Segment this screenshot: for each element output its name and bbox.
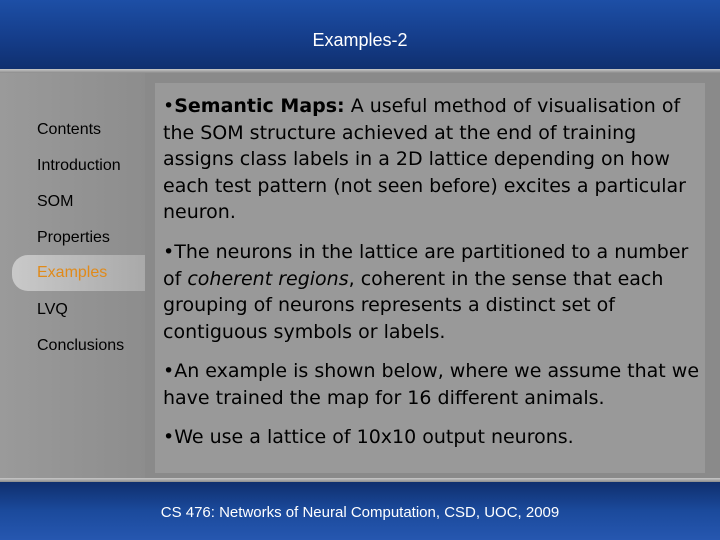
sidebar-item-lvq[interactable]: LVQ [37,301,68,318]
slide-title: Examples-2 [312,30,408,50]
bullet-icon: • [163,360,175,382]
bullet-coherent-regions [163,239,703,345]
sidebar-item-contents[interactable]: Contents [37,121,102,138]
sidebar-item-examples[interactable]: Examples [12,255,145,291]
sidebar [0,73,145,481]
term-coherent-regions: coherent regions [187,267,349,290]
bullet-lattice [163,424,703,451]
sidebar-item-som[interactable]: SOM [37,193,74,210]
sidebar-item-introduction[interactable]: Introduction [37,157,121,174]
bullet-text: , coherent in the sense that each grouping of neurons represents a distinct set of contiguous symbols or labels. [163,267,664,343]
bullet-text: A useful method of visualisation of the SOM structure achieved at the end of training assigns class labels in a 2D lattice depending on how each test pattern (not seen before) excites a particular neuron. [163,95,686,223]
bullet-icon: • [163,241,175,263]
bullet-icon: • [163,426,175,448]
slide-header [0,0,720,70]
slide-footer [0,482,720,540]
bullet-text: An example is shown below, where we assume that we have trained the map for 16 different animals. [163,360,700,409]
bullet-icon: • [163,95,175,117]
sidebar-item-conclusions[interactable]: Conclusions [37,337,125,354]
bullet-text: We use a lattice of 10x10 output neurons. [174,426,574,448]
bullet-example [163,358,703,411]
bullet-text: The neurons in the lattice are partitioned to a number of [163,241,689,290]
term-semantic-maps: Semantic Maps: [174,95,345,117]
slide-content [155,83,705,473]
footer-text: CS 476: Networks of Neural Computation, CSD, UOC, 2009 [160,504,560,521]
sidebar-item-properties[interactable]: Properties [37,229,110,246]
bullet-semantic-maps [163,93,703,226]
